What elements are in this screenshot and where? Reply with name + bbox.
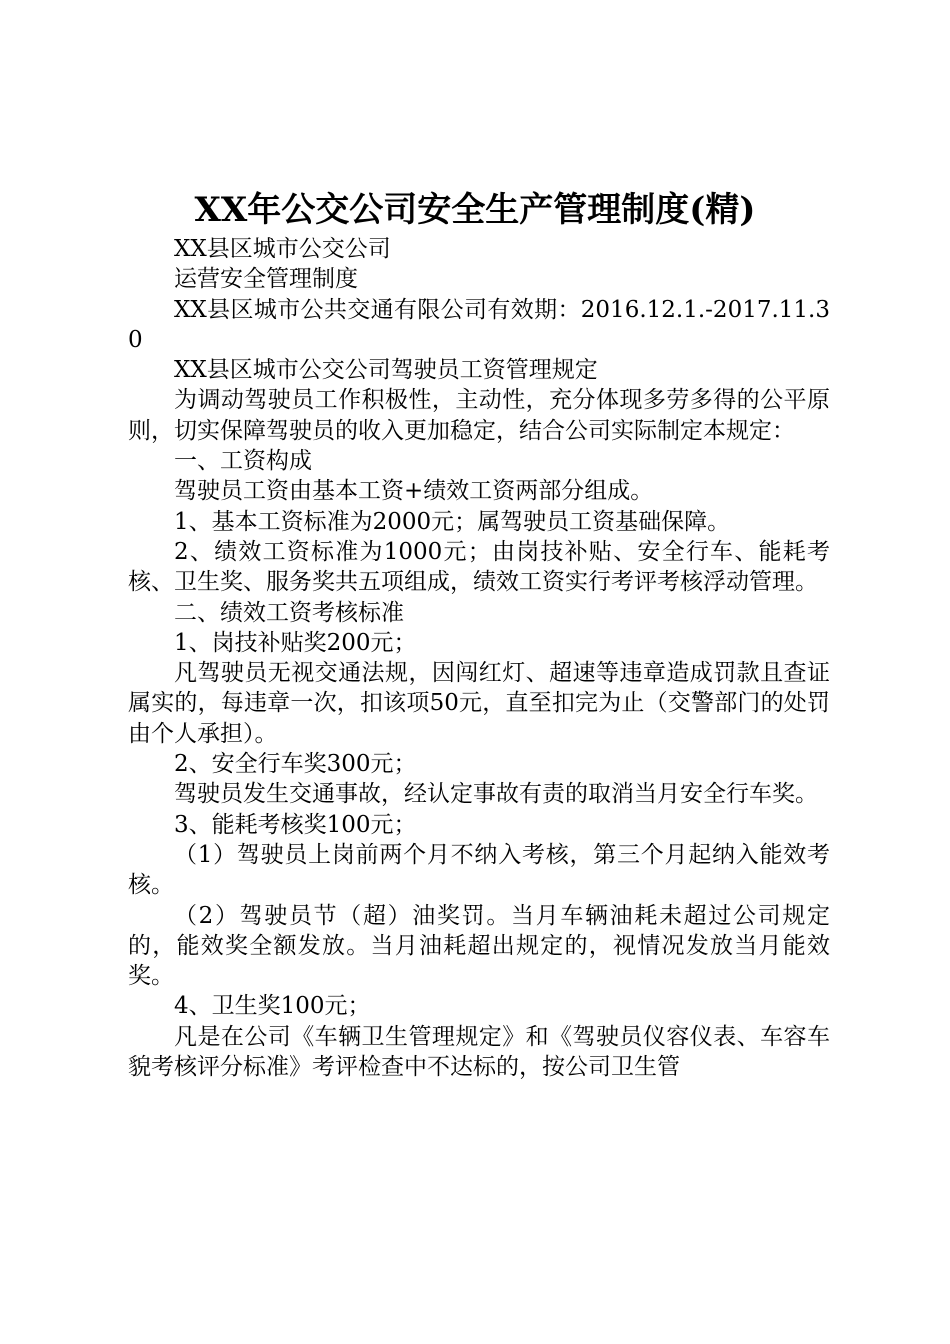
paragraph-traffic-violation: 凡驾驶员无视交通法规，因闯红灯、超速等违章造成罚款且查证属实的，每违章一次，扣该项50元，直至扣完为止（交警部门的处罚由个人承担）。 [128,660,830,747]
paragraph-system-name: 运营安全管理制度 [174,266,358,293]
paragraph-performance-wage: 2、绩效工资标准为1000元；由岗技补贴、安全行车、能耗考核、卫生奖、服务奖共五项组成，绩效工资实行考评考核浮动管理。 [128,538,830,596]
paragraph-basic-wage: 1、基本工资标准为2000元；属驾驶员工资基础保障。 [174,508,731,535]
document-title: XX年公交公司安全生产管理制度(精) [194,190,756,230]
paragraph-wage-composition: 驾驶员工资由基本工资+绩效工资两部分组成。 [174,478,654,505]
paragraph-company-name: XX县区城市公交公司 [174,236,391,262]
item-hygiene-award: 4、卫生奖100元； [174,993,371,1020]
item-safe-driving: 2、安全行车奖300元； [174,751,417,778]
document-body [128,234,830,1082]
paragraph-purpose: 为调动驾驶员工作积极性，主动性，充分体现多劳多得的公平原则，切实保障驾驶员的收入更加稳定，结合公司实际制定本规定： [128,387,830,444]
item-skill-subsidy: 1、岗技补贴奖200元； [174,629,417,656]
paragraph-validity: XX县区城市公共交通有限公司有效期：2016.12.1.-2017.11.30 [128,296,830,353]
paragraph-energy-rule-2: （2）驾驶员节（超）油奖罚。当月车辆油耗未超过公司规定的，能效奖全额发放。当月油耗超出规定的，视情况发放当月能效奖。 [128,902,830,990]
paragraph-accident: 驾驶员发生交通事故，经认定事故有责的取消当月安全行车奖。 [174,781,818,808]
section-heading-wage-structure: 一、工资构成 [174,448,312,475]
paragraph-hygiene-rule: 凡是在公司《车辆卫生管理规定》和《驾驶员仪容仪表、车容车貌考核评分标准》考评检查中不达标的，按公司卫生管 [128,1023,830,1081]
paragraph-energy-rule-1: （1）驾驶员上岗前两个月不纳入考核，第三个月起纳入能效考核。 [128,841,830,899]
paragraph-regulation-title: XX县区城市公交公司驾驶员工资管理规定 [174,357,598,384]
item-energy-assessment: 3、能耗考核奖100元； [174,811,417,838]
section-heading-assessment: 二、绩效工资考核标准 [174,599,404,626]
